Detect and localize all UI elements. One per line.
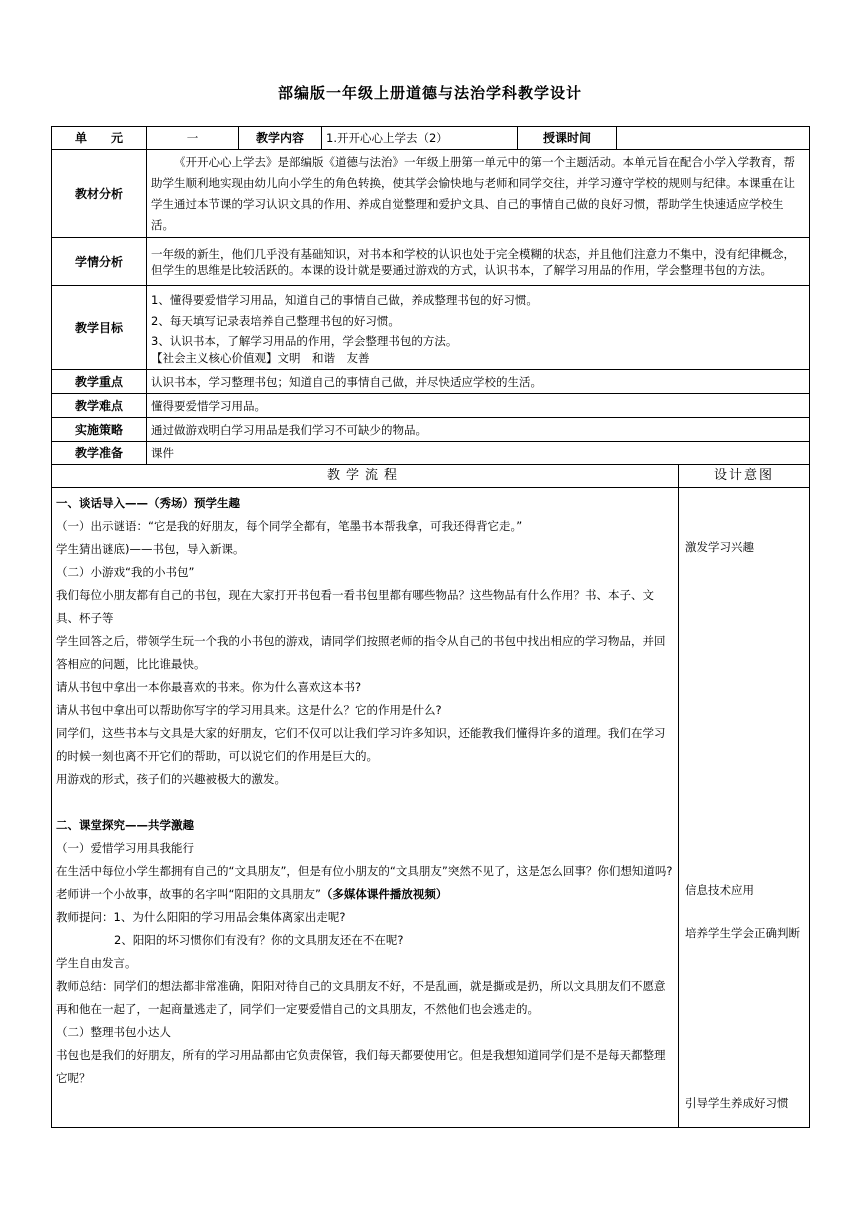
- material-text: 《开开心心上学去》是部编版《道德与法治》一年级上册第一单元中的第一个主题活动。本单元旨在配合小学入学教育，帮助学生顺利地实现由幼儿向小学生的角色转换，使其学会愉快地与老师和同学交往，并学习遵守学校的规则与纪律。本课重在让学生通过本节课的学习认识文具的作用、养成自觉整理和爱护文具、自己的事情自己做的良好习惯，帮助学生快速适应学校生活。: [147, 150, 810, 238]
- flow-header-row: [52, 465, 810, 488]
- flow-line: 学生回答之后，带领学生玩一个我的小书包的游戏，请同学们按照老师的指令从自己的书包中找出相应的学习物品，并回答相应的问题，比比谁最快。: [56, 634, 666, 671]
- flow-line: 同学们，这些书本与文具是大家的好朋友，它们不仅可以让我们学习许多知识，还能教我们懂得许多的道理。我们在学习的时候一刻也离不开它们的帮助，可以说它们的作用是巨大的。: [56, 726, 666, 763]
- content-label: 教学内容: [239, 127, 322, 150]
- intent-column: [679, 488, 810, 1128]
- students-text: 一年级的新生，他们几乎没有基础知识，对书本和学校的认识也处于完全模糊的状态，并且他们注意力不集中，没有纪律概念，但学生的思维是比较活跃的。本课的设计就是要通过游戏的方式，认识书本，了解学习用品的作用，学会整理书包的方法。: [147, 238, 810, 286]
- flow-line: 我们每位小朋友都有自己的书包，现在大家打开书包看一看书包里都有哪些物品？这些物品有什么作用？书、本子、文具、杯子等: [56, 588, 654, 625]
- goal-item: 1、懂得要爱惜学习用品，知道自己的事情自己做，养成整理书包的好习惯。: [151, 292, 538, 307]
- goals-label: 教学目标: [52, 286, 147, 370]
- intent-item: 激发学习兴趣: [685, 540, 754, 554]
- key-label: 教学重点: [52, 370, 147, 394]
- key-row: [52, 370, 810, 394]
- flow-line: （二）小游戏“我的小书包”: [56, 565, 195, 579]
- time-label: 授课时间: [518, 127, 617, 150]
- intent-header: 设计意图: [679, 465, 810, 488]
- flow-line: 老师讲一个小故事，故事的名字叫“阳阳的文具朋友”（多媒体课件播放视频）: [56, 887, 448, 901]
- strategy-label: 实施策略: [52, 418, 147, 442]
- flow-line: 教师提问：1、为什么阳阳的学习用品会集体离家出走呢?: [56, 910, 346, 924]
- strategy-row: [52, 418, 810, 442]
- unit-label: 单 元: [52, 127, 147, 150]
- flow-line: 在生活中每位小学生都拥有自己的“文具朋友”，但是有位小朋友的“文具朋友”突然不见了，这是怎么回事？你们想知道吗?: [56, 864, 673, 878]
- flow-content: [52, 488, 679, 1128]
- flow-line: 请从书包中拿出可以帮助你写字的学习用具来。这是什么？它的作用是什么?: [56, 703, 442, 717]
- flow-row: [52, 488, 810, 1128]
- goal-item: 2、每天填写记录表培养自己整理书包的好习惯。: [151, 313, 400, 328]
- flow-line: 书包也是我们的好朋友，所有的学习用品都由它负责保管，我们每天都要使用它。但是我想知道同学们是不是每天都整理它呢？: [56, 1048, 666, 1085]
- video-note: （多媒体课件播放视频）: [320, 887, 448, 901]
- prep-row: [52, 442, 810, 465]
- flow-line: 用游戏的形式，孩子们的兴趣被极大的激发。: [56, 772, 286, 786]
- flow-line: 请从书包中拿出一本你最喜欢的书来。你为什么喜欢这本书?: [56, 680, 362, 694]
- key-text: 认识书本，学习整理书包；知道自己的事情自己做，并尽快适应学校的生活。: [147, 370, 810, 394]
- intent-item: 信息技术应用: [685, 883, 754, 897]
- goal-item: 【社会主义核心价值观】文明 和谐 友善: [151, 350, 370, 365]
- prep-text: 课件: [147, 442, 810, 465]
- strategy-text: 通过做游戏明白学习用品是我们学习不可缺少的物品。: [147, 418, 810, 442]
- goals-list: [147, 286, 810, 370]
- lesson-plan-table: [51, 126, 810, 1128]
- material-label: 教材分析: [52, 150, 147, 238]
- students-label: 学情分析: [52, 238, 147, 286]
- difficult-text: 懂得要爱惜学习用品。: [147, 394, 810, 418]
- section-title: 二、课堂探究——共学激趣: [56, 818, 194, 832]
- material-row: [52, 150, 810, 238]
- students-row: [52, 238, 810, 286]
- flow-line: （二）整理书包小达人: [56, 1025, 171, 1039]
- difficult-label: 教学难点: [52, 394, 147, 418]
- document-title: 部编版一年级上册道德与法治学科教学设计: [277, 84, 582, 102]
- content-value: 1.开开心心上学去（2）: [322, 127, 518, 150]
- intent-item: 引导学生养成好习惯: [685, 1096, 789, 1110]
- prep-label: 教学准备: [52, 442, 147, 465]
- difficult-row: [52, 394, 810, 418]
- time-value: [617, 127, 810, 150]
- section-title: 一、谈话导入——（秀场）预学生趣: [56, 496, 240, 510]
- header-row: [52, 127, 810, 150]
- flow-line: 教师总结：同学们的想法都非常准确，阳阳对待自己的文具朋友不好，不是乱画，就是撕或是扔，所以文具朋友们不愿意再和他在一起了，一起商量逃走了，同学们一定要爱惜自己的文具朋友，不然他们也会逃走的。: [56, 979, 666, 1016]
- unit-value: 一: [147, 127, 239, 150]
- flow-header: 教学流程: [52, 465, 679, 488]
- flow-line: （一）爱惜学习用具我能行: [56, 841, 194, 855]
- goal-item: 3、认识书本，了解学习用品的作用，学会整理书包的方法。: [151, 333, 458, 348]
- goals-row: [52, 286, 810, 370]
- flow-line: 学生猜出谜底)——书包，导入新课。: [56, 542, 245, 556]
- flow-line: 学生自由发言。: [56, 956, 137, 970]
- flow-line: 2、阳阳的坏习惯你们有没有？你的文具朋友还在不在呢?: [114, 933, 404, 947]
- intent-item: 培养学生学会正确判断: [685, 926, 800, 940]
- flow-line: （一）出示谜语：“它是我的好朋友，每个同学全都有，笔墨书本帮我拿，可我还得背它走。”: [56, 519, 523, 533]
